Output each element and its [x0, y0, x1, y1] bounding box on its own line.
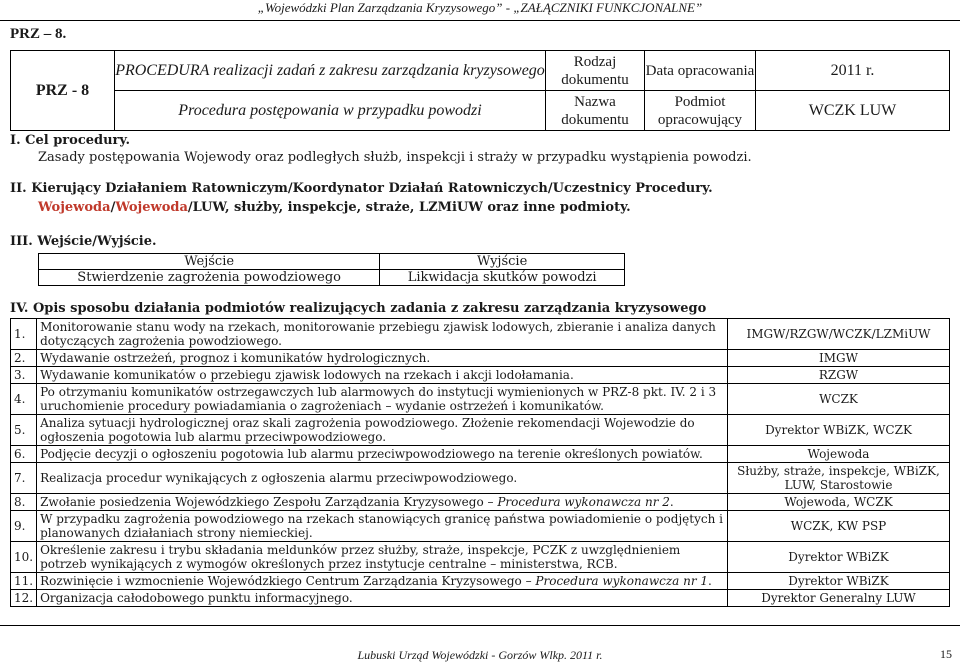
- row-responsible: Służby, straże, inspekcje, WBiZK, LUW, Starostowie: [728, 463, 950, 494]
- table-row: 2. Wydawanie ostrzeżeń, prognoz i komunikatów hydrologicznych. IMGW: [11, 350, 950, 367]
- footer-divider: [0, 625, 960, 626]
- table-row: 4. Po otrzymaniu komunikatów ostrzegawczych lub alarmowych do instytucji wymienionych w PRZ-8 pkt. IV. 2 i 3 uruchomienie procedury powiadamiania o zagrożeniach – wydanie ostrzeżeń i komunikatów. WCZK: [11, 384, 950, 415]
- footer-text: Lubuski Urząd Wojewódzki - Gorzów Wlkp. 2011 r.: [357, 648, 603, 662]
- section-2-heading: II. Kierujący Działaniem Ratowniczym/Koordynator Działań Ratowniczych/Uczestnicy Procedury.: [10, 181, 713, 196]
- page-number: 15: [940, 647, 952, 661]
- document-header-title: „Wojewódzki Plan Zarządzania Kryzysowego” - „ZAŁĄCZNIKI FUNKCJONALNE”: [257, 0, 703, 15]
- participant-separator: /: [110, 200, 116, 215]
- date-label: Data opracowania: [645, 51, 756, 91]
- input-value: Stwierdzenie zagrożenia powodziowego: [39, 270, 380, 286]
- row-responsible: Dyrektor WBiZK: [728, 542, 950, 573]
- row-text: Wydawanie komunikatów o przebiegu zjawisk lodowych na rzekach i akcji lodołamania.: [37, 367, 728, 384]
- row-responsible: WCZK, KW PSP: [728, 511, 950, 542]
- procedure-name: PROCEDURA realizacji zadań z zakresu zarządzania kryzysowego: [115, 51, 546, 91]
- procedure-title: Procedura postępowania w przypadku powodzi: [115, 91, 546, 131]
- row-responsible: RZGW: [728, 367, 950, 384]
- row-text: Określenie zakresu i trybu składania meldunków przez służby, straże, inspekcje, PCZK z uwzględnieniem potrzeb wynikających z wymogów określonych przez instytucje centralne – ministerstwa, RCB.: [37, 542, 728, 573]
- output-value: Likwidacja skutków powodzi: [380, 270, 625, 286]
- table-row: 6. Podjęcie decyzji o ogłoszeniu pogotowia lub alarmu przeciwpowodziowego na terenie określonych powiatów. Wojewoda: [11, 446, 950, 463]
- section-3-heading: III. Wejście/Wyjście.: [10, 234, 157, 249]
- row-responsible: WCZK: [728, 384, 950, 415]
- row-responsible: Dyrektor WBiZK, WCZK: [728, 415, 950, 446]
- output-label: Wyjście: [380, 254, 625, 270]
- participant-wojewoda-2: Wojewoda: [115, 200, 188, 215]
- identification-table: [10, 50, 950, 131]
- row-text: Organizacja całodobowego punktu informacyjnego.: [37, 590, 728, 607]
- row-text: Po otrzymaniu komunikatów ostrzegawczych lub alarmowych do instytucji wymienionych w PRZ-8 pkt. IV. 2 i 3 uruchomienie procedury powiadamiania o zagrożeniach – wydanie ostrzeżeń i komunikatów.: [37, 384, 728, 415]
- row-responsible: IMGW/RZGW/WCZK/LZMiUW: [728, 319, 950, 350]
- table-row: 11. Rozwinięcie i wzmocnienie Wojewódzkiego Centrum Zarządzania Kryzysowego – Procedura wykonawcza nr 1. Dyrektor WBiZK: [11, 573, 950, 590]
- row-responsible: Dyrektor WBiZK: [728, 573, 950, 590]
- row-responsible: Wojewoda, WCZK: [728, 494, 950, 511]
- date-value: 2011 r.: [756, 51, 950, 91]
- section-1-text: Zasady postępowania Wojewody oraz podległych służb, inspekcji i straży w przypadku wystąpienia powodzi.: [38, 150, 752, 165]
- section-4-heading: IV. Opis sposobu działania podmiotów realizujących zadania z zakresu zarządzania kryzysowego: [10, 301, 707, 316]
- input-output-table: [38, 253, 625, 286]
- actions-table: [10, 318, 950, 607]
- row-text: W przypadku zagrożenia powodziowego na rzekach stanowiących granicę państwa powiadomienie o podjętych i planowanych działaniach strony niemieckiej.: [37, 511, 728, 542]
- procedure-reference: Procedura wykonawcza nr 2: [497, 495, 670, 509]
- procedure-label: PRZ – 8.: [10, 26, 67, 42]
- table-row: 10. Określenie zakresu i trybu składania meldunków przez służby, straże, inspekcje, PCZK z uwzględnieniem potrzeb wynikających z wymogów określonych przez instytucje centralne – ministerstwa, RCB. Dyrektor WBiZK: [11, 542, 950, 573]
- section-1-heading: I. Cel procedury.: [10, 133, 130, 148]
- table-row: 8. Zwołanie posiedzenia Wojewódzkiego Zespołu Zarządzania Kryzysowego – Procedura wykonawcza nr 2. Wojewoda, WCZK: [11, 494, 950, 511]
- header-divider: [0, 20, 960, 21]
- table-row: 3. Wydawanie komunikatów o przebiegu zjawisk lodowych na rzekach i akcji lodołamania. RZGW: [11, 367, 950, 384]
- participants-rest: /LUW, służby, inspekcje, straże, LZMiUW oraz inne podmioty.: [187, 200, 631, 215]
- row-responsible: Dyrektor Generalny LUW: [728, 590, 950, 607]
- section-2-participants: [38, 200, 631, 215]
- author-value: WCZK LUW: [756, 91, 950, 131]
- row-text: Realizacja procedur wynikających z ogłoszenia alarmu przeciwpowodziowego.: [37, 463, 728, 494]
- author-label: Podmiot opracowujący: [645, 91, 756, 131]
- procedure-reference: Procedura wykonawcza nr 1: [535, 574, 709, 588]
- row-text: Monitorowanie stanu wody na rzekach, monitorowanie przebiegu zjawisk lodowych, zbieranie i analiza danych dotyczących zagrożenia powodziowego.: [37, 319, 728, 350]
- table-row: 12. Organizacja całodobowego punktu informacyjnego. Dyrektor Generalny LUW: [11, 590, 950, 607]
- row-text: Wydawanie ostrzeżeń, prognoz i komunikatów hydrologicznych.: [37, 350, 728, 367]
- doc-type-label: Rodzaj dokumentu: [546, 51, 645, 91]
- input-label: Wejście: [39, 254, 380, 270]
- row-text: Rozwinięcie i wzmocnienie Wojewódzkiego Centrum Zarządzania Kryzysowego – Procedura wykonawcza nr 1.: [37, 573, 728, 590]
- row-text: Zwołanie posiedzenia Wojewódzkiego Zespołu Zarządzania Kryzysowego – Procedura wykonawcza nr 2.: [37, 494, 728, 511]
- procedure-code: PRZ - 8: [11, 51, 115, 131]
- participant-wojewoda-1: Wojewoda: [38, 200, 111, 215]
- table-row: 1. Monitorowanie stanu wody na rzekach, monitorowanie przebiegu zjawisk lodowych, zbieranie i analiza danych dotyczących zagrożenia powodziowego. IMGW/RZGW/WCZK/LZMiUW: [11, 319, 950, 350]
- doc-name-label: Nazwa dokumentu: [546, 91, 645, 131]
- row-text: Analiza sytuacji hydrologicznej oraz skali zagrożenia powodziowego. Złożenie rekomendacji Wojewodzie do ogłoszenia pogotowia lub alarmu przeciwpowodziowego.: [37, 415, 728, 446]
- table-row: 7. Realizacja procedur wynikających z ogłoszenia alarmu przeciwpowodziowego. Służby, straże, inspekcje, WBiZK, LUW, Starostowie: [11, 463, 950, 494]
- row-text: Podjęcie decyzji o ogłoszeniu pogotowia lub alarmu przeciwpowodziowego na terenie określonych powiatów.: [37, 446, 728, 463]
- table-row: 5. Analiza sytuacji hydrologicznej oraz skali zagrożenia powodziowego. Złożenie rekomendacji Wojewodzie do ogłoszenia pogotowia lub alarmu przeciwpowodziowego. Dyrektor WBiZK, WCZK: [11, 415, 950, 446]
- table-row: 9. W przypadku zagrożenia powodziowego na rzekach stanowiących granicę państwa powiadomienie o podjętych i planowanych działaniach strony niemieckiej. WCZK, KW PSP: [11, 511, 950, 542]
- row-responsible: Wojewoda: [728, 446, 950, 463]
- row-responsible: IMGW: [728, 350, 950, 367]
